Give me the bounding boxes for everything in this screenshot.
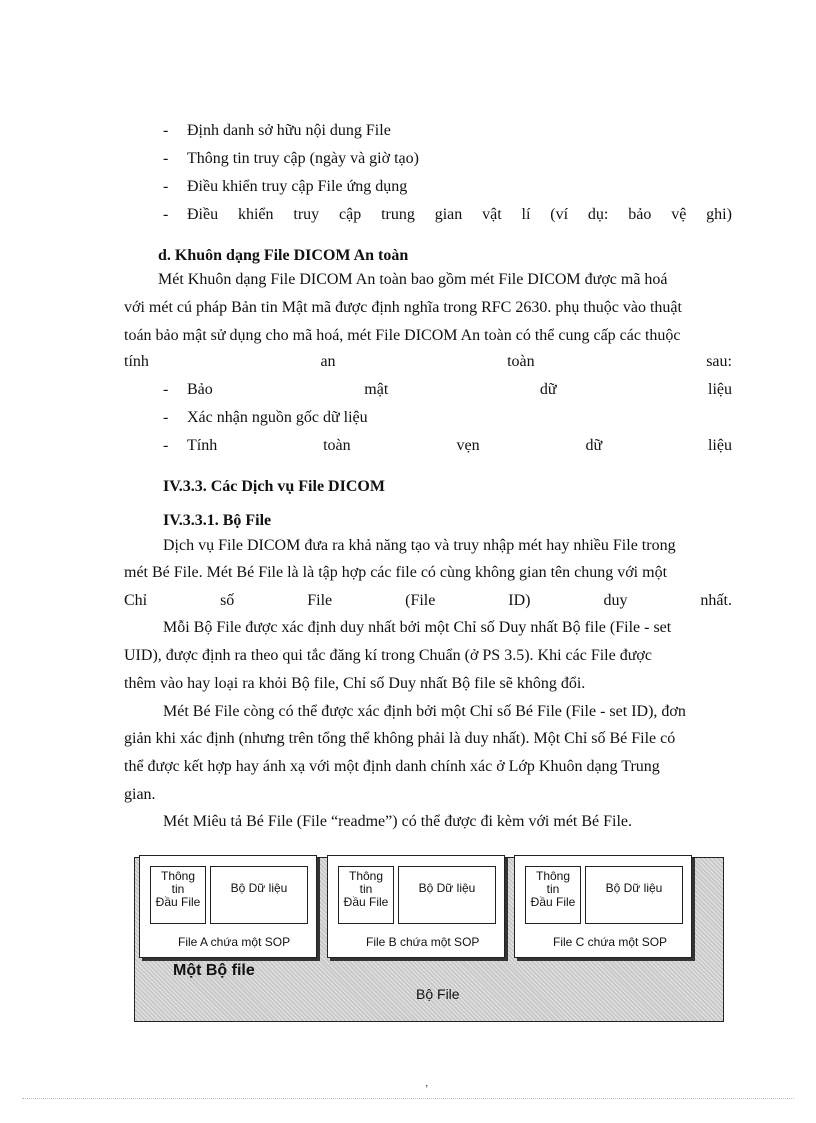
bullet-dash: - bbox=[163, 437, 169, 454]
subsection-heading: IV.3.3.1. Bộ File bbox=[163, 512, 272, 529]
bullet-text: Xác nhận nguồn gốc dữ liệu bbox=[187, 409, 368, 426]
file-box-a bbox=[139, 855, 317, 958]
paragraph-line: UID), được định ra theo qui tắc đăng kí trong Chuẩn (ở PS 3.5). Khi các File được bbox=[124, 647, 652, 664]
bullet-text: Định danh sở hữu nội dung File bbox=[187, 122, 391, 139]
paragraph-line: gian. bbox=[124, 786, 156, 803]
paragraph-line: Mét Khuôn dạng File DICOM An toàn bao gồm mét File DICOM được mã hoá bbox=[158, 271, 668, 288]
bullet-dash: - bbox=[163, 178, 169, 195]
file-caption: File A chứa một SOP bbox=[178, 935, 291, 949]
paragraph-justified-line: tính an toàn sau: bbox=[124, 353, 732, 370]
paragraph-line: toán bảo mật sử dụng cho mã hoá, mét File DICOM An toàn có thể cung cấp các thuộc bbox=[124, 327, 681, 344]
bullet-dash: - bbox=[163, 122, 169, 139]
file-header-box: Thông tin Đầu File bbox=[525, 866, 581, 924]
paragraph-line: Mét Bé File còng có thể được xác định bởi một Chỉ số Bé File (File - set ID), đơn bbox=[163, 703, 686, 720]
paragraph-line: thêm vào hay loại ra khỏi Bộ file, Chỉ số Duy nhất Bộ file sẽ không đổi. bbox=[124, 675, 586, 692]
paragraph-line: Mét Miêu tả Bé File (File “readme”) có thể được đi kèm với mét Bé File. bbox=[163, 813, 633, 830]
file-box-c bbox=[514, 855, 692, 958]
bullet-text: Thông tin truy cập (ngày và giờ tạo) bbox=[187, 150, 419, 167]
file-caption: File B chứa một SOP bbox=[366, 935, 480, 949]
bullet-justified-line: Tính toàn vẹn dữ liệu bbox=[187, 437, 732, 454]
diagram-title: Một Bộ file bbox=[173, 962, 255, 979]
paragraph-line: Mỗi Bộ File được xác định duy nhất bởi một Chỉ số Duy nhất Bộ file (File - set bbox=[163, 619, 672, 636]
page-mark: ‚ bbox=[425, 1078, 429, 1089]
footer-divider bbox=[22, 1098, 794, 1099]
bullet-dash: - bbox=[163, 409, 169, 426]
paragraph-line: giản khi xác định (nhưng trên tổng thể không phải là duy nhất). Một Chỉ số Bé File có bbox=[124, 730, 676, 747]
bullet-dash: - bbox=[163, 206, 169, 223]
bullet-dash: - bbox=[163, 381, 169, 398]
dataset-box: Bộ Dữ liệu bbox=[210, 866, 308, 924]
file-header-box: Thông tin Đầu File bbox=[150, 866, 206, 924]
section-heading: d. Khuôn dạng File DICOM An toàn bbox=[158, 247, 409, 264]
bullet-text: Điều khiển truy cập File ứng dụng bbox=[187, 178, 408, 195]
paragraph-line: thể được kết hợp hay ánh xạ với một định danh chính xác ở Lớp Khuôn dạng Trung bbox=[124, 758, 660, 775]
file-caption: File C chứa một SOP bbox=[553, 935, 668, 949]
file-box-b bbox=[327, 855, 505, 958]
dataset-box: Bộ Dữ liệu bbox=[398, 866, 496, 924]
bullet-dash: - bbox=[163, 150, 169, 167]
diagram-subtitle: Bộ File bbox=[416, 986, 460, 1002]
file-header-box: Thông tin Đầu File bbox=[338, 866, 394, 924]
paragraph-line: mét Bé File. Mét Bé File là là tập hợp các file có cùng không gian tên chung với một bbox=[124, 564, 668, 581]
dataset-box: Bộ Dữ liệu bbox=[585, 866, 683, 924]
bullet-justified-line: Điều khiển truy cập trung gian vật lí (ví dụ: bảo vệ ghi) bbox=[187, 206, 732, 223]
section-heading: IV.3.3. Các Dịch vụ File DICOM bbox=[163, 478, 385, 495]
paragraph-line: với mét cú pháp Bản tin Mật mã được định nghĩa trong RFC 2630. phụ thuộc vào thuật bbox=[124, 299, 682, 316]
bullet-justified-line: Bảo mật dữ liệu bbox=[187, 381, 732, 398]
paragraph-line: Dịch vụ File DICOM đưa ra khả năng tạo và truy nhập mét hay nhiều File trong bbox=[163, 537, 676, 554]
paragraph-justified-line: Chỉ số File (File ID) duy nhất. bbox=[124, 592, 732, 609]
